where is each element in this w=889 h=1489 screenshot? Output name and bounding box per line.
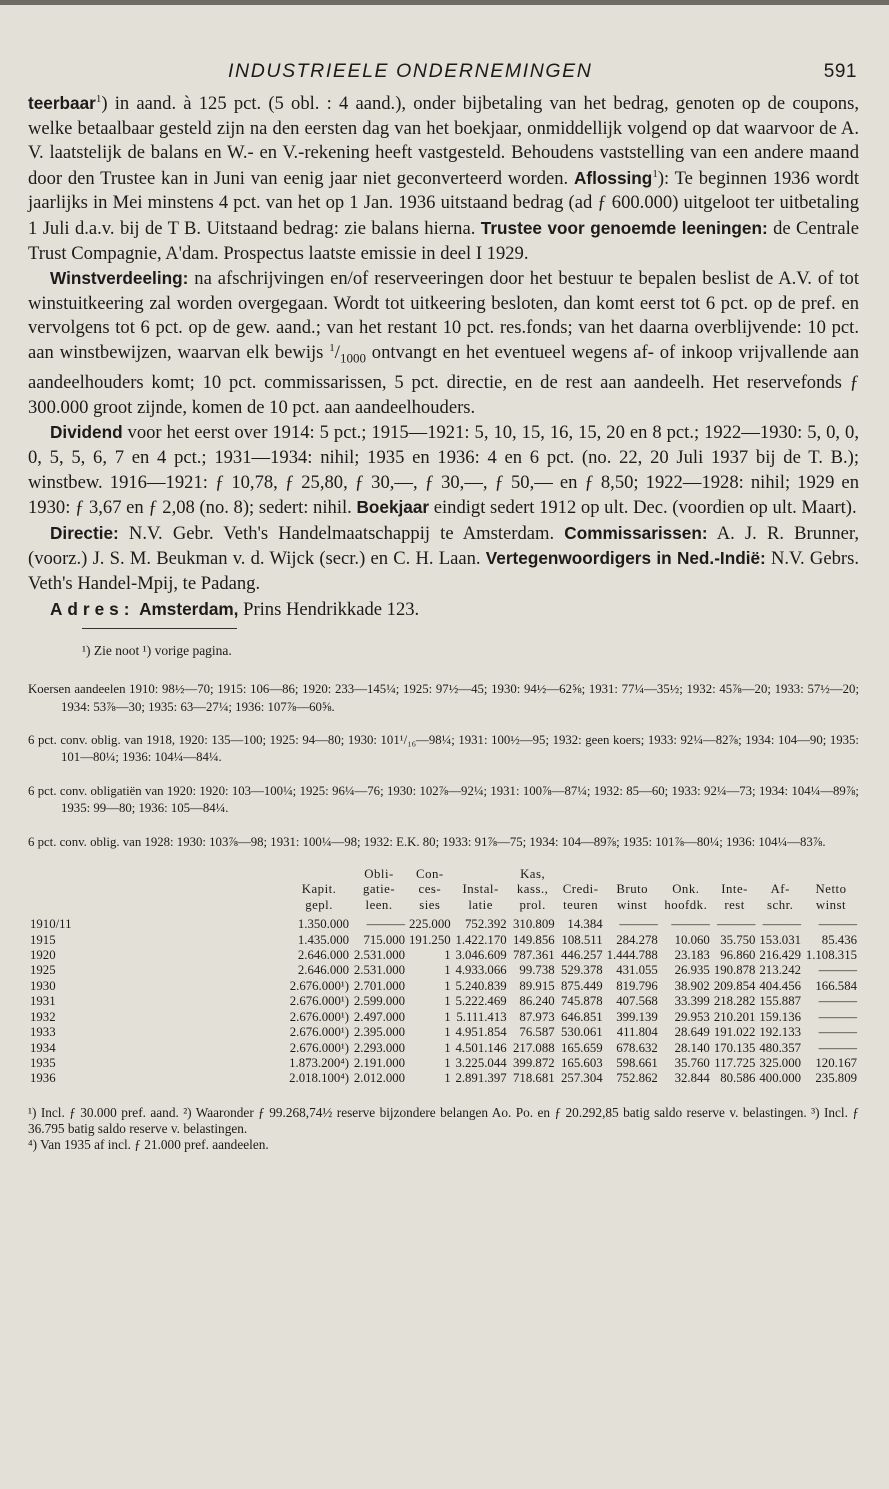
aflossing-text: ): Te beginnen 1936 wordt jaarlijks in Mei minstens 4 pct. van het op 1 Jan. 1936 uitstaand bedrag (ad ƒ 600.000) uitgeloot ter uitbetaling 1 Juli d.a.v. bij de T B. Uitstaand bedrag: zie balans hierna. [28,167,860,239]
dividend-text: voor het eerst over 1914: 5 pct.; 1915—1921: 5, 10, 15, 16, 15, 20 en 8 pct.; 1922—1930: 5, 0, 0, 0, 5, 5, 6, 7 en 4 pct.; 1931—1934: nihil; 1935 en 1936: 4 en 6 pct. (no. 22, 20 Juli 1937 bij de T. B.); winstbew. 1916—1921: ƒ 10,78, ƒ 25,80, ƒ 30,—, ƒ 30,—, ƒ 50,— en ƒ 8,50; 1922—1928: nihil; 1929 en 1930: ƒ 3,67 en ƒ 2,08 (no. 8); sedert: nihil. [28,422,859,519]
table-cell: 2.395.000 [353,1025,406,1040]
table-cell: 446.257 [561,948,603,963]
table-row [28,1056,859,1071]
table-cell: 4.933.066 [455,963,507,978]
table-cell: 120.167 [815,1055,857,1070]
table-cell: 4.951.854 [455,1025,507,1040]
page-number: 591 [823,61,857,82]
table-cell: 400.000 [759,1071,801,1086]
table-cell: 787.361 [513,948,555,963]
table-cell: 529.378 [561,963,603,978]
page-title: INDUSTRIEELE ONDERNEMINGEN [228,60,593,82]
table-cell: 1.422.170 [455,932,507,947]
table-cell: 3.225.044 [455,1055,507,1070]
table-cell: 2.676.000¹) [289,1025,350,1040]
table-cell: 1920 [30,948,56,963]
table-cell: 210.201 [713,1009,756,1024]
footnote: ¹) Zie noot ¹) vorige pagina. [82,643,232,659]
table-cell: 2.676.000¹) [289,1009,350,1024]
label-aflossing: Aflossing [574,167,653,188]
table-row [28,948,859,963]
table-cell: 166.584 [815,978,857,993]
table-cell: 1932 [30,1009,56,1024]
table-row [28,994,859,1009]
table-cell: ——— [762,917,801,932]
table-cell: 1 [444,948,451,963]
adres-text: Prins Hendrikkade 123. [238,598,420,620]
table-cell: 4.501.146 [455,1040,507,1055]
footnote-ref: 1 [652,167,658,180]
table-cell: 678.632 [616,1040,658,1055]
table-cell: 85.436 [821,932,857,947]
table-cell: 2.701.000 [353,978,406,993]
table-cell: 28.649 [674,1025,710,1040]
column-header: Bruto winst [616,882,649,912]
trustee-text: de Centrale Trust Compagnie, A'dam. Prospectus laatste emissie in deel I 1929. [28,217,860,264]
table-cell: ——— [818,994,857,1009]
table-cell: 1 [444,1025,451,1040]
table-cell: ——— [366,917,406,932]
table-cell: 2.646.000 [297,963,350,978]
table-cell: 1934 [30,1040,56,1055]
label-convertible: teerbaar [28,93,96,113]
table-footnotes [28,1105,859,1153]
table-cell: 2.676.000¹) [289,978,350,993]
table-cell: 407.568 [616,994,658,1009]
table-cell: 399.872 [513,1055,555,1070]
quote-bond-1918: 6 pct. conv. oblig. van 1918, 1920: 135—100; 1925: 94—80; 1930: 101¹/₁₆—98¼; 1931: 100½—95; 1932: geen koers; 1933: 92¼—82⅞; 1934: 104—90; 1935: 101—80¼; 1936: 104¼—84¼. [28,733,859,765]
table-cell: 1936 [30,1071,56,1086]
table-cell: 399.139 [616,1009,658,1024]
table-row [28,917,859,932]
paragraph-directie [28,521,859,597]
table-cell: 1910/11 [30,917,72,932]
column-header: Con- ces- sies [416,867,444,912]
column-header: Instal- latie [462,882,499,912]
table-cell: 1 [444,1040,451,1055]
table-row [28,1025,859,1040]
table-cell: 26.935 [674,963,710,978]
table-header-row [28,867,859,917]
table-cell: 2.599.000 [353,994,406,1009]
table-cell: 89.915 [519,978,555,993]
table-cell: 718.681 [513,1071,555,1086]
table-cell: 1.444.788 [606,948,658,963]
table-cell: 155.887 [759,994,801,1009]
table-cell: 217.088 [513,1040,555,1055]
footnote-divider [82,628,237,629]
table-cell: 216.429 [759,948,801,963]
table-cell: 1930 [30,978,56,993]
quote-bond-1928: 6 pct. conv. oblig. van 1928: 1930: 103⅞—98; 1931: 100¼—98; 1932: E.K. 80; 1933: 91⅞—75; 1934: 104—89⅞; 1935: 101⅞—80¼; 1936: 104¼—83⅞. [28,834,826,849]
table-cell: 530.061 [561,1025,603,1040]
commissarissen-text: A. J. R. Brunner, (voorz.) J. S. M. Beukman v. d. Wijck (secr.) en C. H. Laan. [28,522,859,570]
paragraph-dividend [28,420,859,520]
column-header: Obli- gatie- leen. [362,867,396,912]
table-cell: 28.140 [674,1040,710,1055]
table-cell: 190.878 [713,963,756,978]
winstverdeeling-text-b: ontvangt en het eventueel wegens af- of inkoop vrijvallende aan aandeelhouders komt; 10 pct. commissarissen, 5 pct. directie, en de rest aan aandeelh. Het reservefonds ƒ 300.000 groot zijnde, komen de 10 pct. aan aandeelhouders. [28,341,859,418]
adres-city: Amsterdam, [139,598,239,619]
table-cell: 87.973 [519,1009,555,1024]
label-trustee: Trustee voor genoemde leeningen: [480,217,768,238]
table-cell: 5.240.839 [455,978,507,993]
table-cell: 1.873.200⁴) [289,1055,350,1070]
table-row [28,979,859,994]
table-cell: 165.603 [561,1055,603,1070]
table-cell: ——— [818,1009,857,1024]
table-cell: 32.844 [674,1071,710,1086]
table-cell: 99.738 [519,963,555,978]
column-header: Onk. hoofdk. [664,882,708,912]
table-cell: 235.809 [815,1071,857,1086]
table-cell: 1.108.315 [805,948,857,963]
table-cell: 1925 [30,963,56,978]
table-cell: 752.862 [616,1071,658,1086]
table-cell: 2.676.000¹) [289,994,350,1009]
column-header [28,867,287,917]
label-vertegenwoordigers: Vertegenwoordigers in Ned.-Indië: [485,548,766,569]
table-cell: 149.856 [513,932,555,947]
table-cell: 1915 [30,932,56,947]
table-row [28,1041,859,1056]
table-cell: 218.282 [713,994,756,1009]
table-cell: 3.046.609 [455,948,507,963]
conversion-text: ) in aand. à 125 pct. (5 obl. : 4 aand.), onder bijbetaling van het bedrag, genoten op de coupons, welke betaalbaar gesteld zijn na den eersten dag van het boekjaar, onmiddellijk volgend op dat waarvoor de A. V. laatstelijk de balans en W.- en V.-rekening heeft vastgesteld. Behoudens vaststelling van een andere maand door den Trustee kan in Juni van eenig jaar niet geconverteerd worden. [28,93,859,189]
table-cell: 646.851 [561,1009,603,1024]
table-cell: 96.860 [720,948,756,963]
paragraph-winstverdeeling: Winstverdeeling: na afschrijvingen en/of reserveeringen door het bestuur te bepalen beslist de A.V. of tot winstuitkeering zal worden overgegaan. Wordt tot uitkeering besloten, dan komt eerst tot 6 pct. op de pref. en vervolgens tot 6 pct. op de gew. aand.; van het restant 10 pct. res.fonds; van het daarna overblijvende: 10 pct. aan winstbewijzen, waarvan elk bewijs $^1/_{1000}$ ontvangt en het eventueel wegens af- of inkoop vrijvallende aan aandeelhouders komt; 10 pct. commissarissen, 5 pct. directie, en de rest aan aandeelh. Het reservefonds ƒ 300.000 groot zijnde, komen de 10 pct. aan aandeelhouders. [28,268,859,418]
label-winstverdeeling: Winstverdeeling: [50,268,189,289]
quote-shares: Koersen aandeelen 1910: 98½—70; 1915: 106—86; 1920: 233—145¼; 1925: 97½—45; 1930: 94½—62⅝; 1931: 77¼—35½; 1932: 45⅞—20; 1933: 57½—20; 1934: 53⅞—30; 1935: 63—27¼; 1936: 107⅞—60⅝. [28,682,859,714]
table-row [28,1071,859,1086]
table-cell: 225.000 [409,917,451,932]
table-cell: 2.531.000 [353,963,406,978]
table-cell: ——— [619,917,658,932]
table-cell: 2.191.000 [353,1055,406,1070]
label-boekjaar: Boekjaar [356,497,430,518]
table-cell: 159.136 [759,1009,801,1024]
running-header [28,60,859,83]
table-cell: 2.646.000 [297,948,350,963]
column-header: Netto winst [815,882,847,912]
table-cell: ——— [717,917,756,932]
table-cell: 1933 [30,1025,56,1040]
table-cell: 1 [444,963,451,978]
table-row [28,1010,859,1025]
table-cell: 14.384 [567,917,603,932]
table-cell: 165.659 [561,1040,603,1055]
winstverdeeling-text-a: na afschrijvingen en/of reserveeringen door het bestuur te bepalen beslist de A.V. of tot winstuitkeering zal worden overgegaan. Wordt tot uitkeering besloten, dan komt eerst tot 6 pct. op de pref. en vervolgens tot 6 pct. op de gew. aand.; van het restant 10 pct. res.fonds; van het daarna overblijvende: 10 pct. aan winstbewijzen, waarvan elk bewijs [28,268,859,363]
financial-table [28,867,859,1087]
table-cell: 715.000 [363,932,406,947]
table-body [28,917,859,1086]
table-cell: 598.661 [616,1055,658,1070]
fraction-numerator: 1 [329,341,335,354]
column-header: Credi- teuren [562,882,599,912]
table-cell: 404.456 [759,978,801,993]
scan-edge [0,0,889,5]
table-cell: 1.350.000 [297,917,350,932]
table-cell: 5.222.469 [455,994,507,1009]
table-cell: 1935 [30,1055,56,1070]
table-cell: 2.012.000 [353,1071,406,1086]
table-cell: 310.809 [513,917,555,932]
table-cell: 76.587 [519,1025,555,1040]
table-cell: 745.878 [561,994,603,1009]
table-cell: 1 [444,1009,451,1024]
table-cell: 1931 [30,994,56,1009]
table-cell: 29.953 [674,1009,710,1024]
table-cell: 875.449 [561,978,603,993]
table-cell: 431.055 [616,963,658,978]
table-cell: ——— [818,1040,857,1055]
table-cell: 2.676.000¹) [289,1040,350,1055]
table-cell: 2.018.100⁴) [289,1071,350,1086]
price-quotations [28,681,859,851]
table-cell: 2.531.000 [353,948,406,963]
quote-bond-1920: 6 pct. conv. obligatiën van 1920: 1920: 103—100¼; 1925: 96¼—76; 1930: 102⅞—92¼; 1931: 100⅞—87¼; 1932: 85—60; 1933: 92¼—73; 1934: 104¼—89⅞; 1935: 99—80; 1936: 105—84¼. [28,783,859,816]
table-footnote: ¹) Incl. ƒ 30.000 pref. aand. ²) Waaronder ƒ 99.268,74½ reserve bijzondere belangen Ao. Po. en ƒ 20.292,85 batig saldo reserve v. belastingen. ³) Incl. ƒ 36.795 batig saldo reserve v. belastingen. [28,1104,859,1136]
table-cell: 117.725 [714,1055,756,1070]
table-cell: 1 [444,978,451,993]
paragraph-conversion [28,91,859,266]
table-cell: 10.060 [674,932,710,947]
table-cell: 257.304 [561,1071,603,1086]
boekjaar-text: eindigt sedert 1912 op ult. Dec. (voordien op ult. Maart). [429,497,857,519]
vertegenwoordigers-text: N.V. Gebrs. Veth's Handel-Mpij, te Padang. [28,548,859,594]
table-footnote: ⁴) Van 1935 af incl. ƒ 21.000 pref. aandeelen. [28,1136,269,1152]
column-header: Kas, kass., prol. [516,867,549,912]
table-cell: 153.031 [759,932,801,947]
table-cell: ——— [818,1025,857,1040]
table-cell: 213.242 [759,963,801,978]
table-cell: 191.250 [409,932,451,947]
label-adres: Adres: [50,598,135,619]
table-cell: 1.435.000 [297,932,350,947]
footnote-ref: 1 [95,92,102,105]
column-header: Kapit. gepl. [301,882,337,912]
table-cell: 284.278 [616,932,658,947]
table-cell: 192.133 [759,1025,801,1040]
table-row [28,933,859,948]
column-header: Inte- rest [721,882,748,912]
table-cell: 33.399 [674,994,710,1009]
table-cell: 23.183 [674,948,710,963]
table-cell: 170.135 [713,1040,756,1055]
table-cell: ——— [818,917,857,932]
table-cell: 819.796 [616,978,658,993]
table-cell: 80.586 [720,1071,756,1086]
label-directie: Directie: [50,522,119,543]
table-cell: 2.293.000 [353,1040,406,1055]
table-cell: ——— [671,917,710,932]
table-row [28,963,859,978]
table-cell: 108.511 [561,932,603,947]
table-cell: 38.902 [674,978,710,993]
table-cell: 1 [444,1055,451,1070]
table-cell: 2.891.397 [455,1071,507,1086]
directie-text: N.V. Gebr. Veth's Handelmaatschappij te Amsterdam. [118,522,555,544]
fraction-denominator: 1000 [339,350,366,366]
label-dividend: Dividend [50,422,123,443]
table-cell: 209.854 [713,978,756,993]
main-text [28,91,859,622]
table-cell: 5.111.413 [456,1009,507,1024]
table-cell: 325.000 [759,1055,801,1070]
table-cell: ——— [818,963,857,978]
table-cell: 35.750 [720,932,756,947]
table-cell: 191.022 [713,1025,756,1040]
table-cell: 86.240 [519,994,555,1009]
table-cell: 1 [444,1071,451,1086]
table-cell: 1 [444,994,451,1009]
table-cell: 752.392 [465,917,507,932]
table-cell: 35.760 [674,1055,710,1070]
table-cell: 480.357 [759,1040,801,1055]
table-cell: 2.497.000 [353,1009,406,1024]
column-header: Af- schr. [767,882,794,912]
paragraph-adres [28,597,859,623]
label-commissarissen: Commissarissen: [564,522,708,543]
table-cell: 411.804 [616,1025,658,1040]
